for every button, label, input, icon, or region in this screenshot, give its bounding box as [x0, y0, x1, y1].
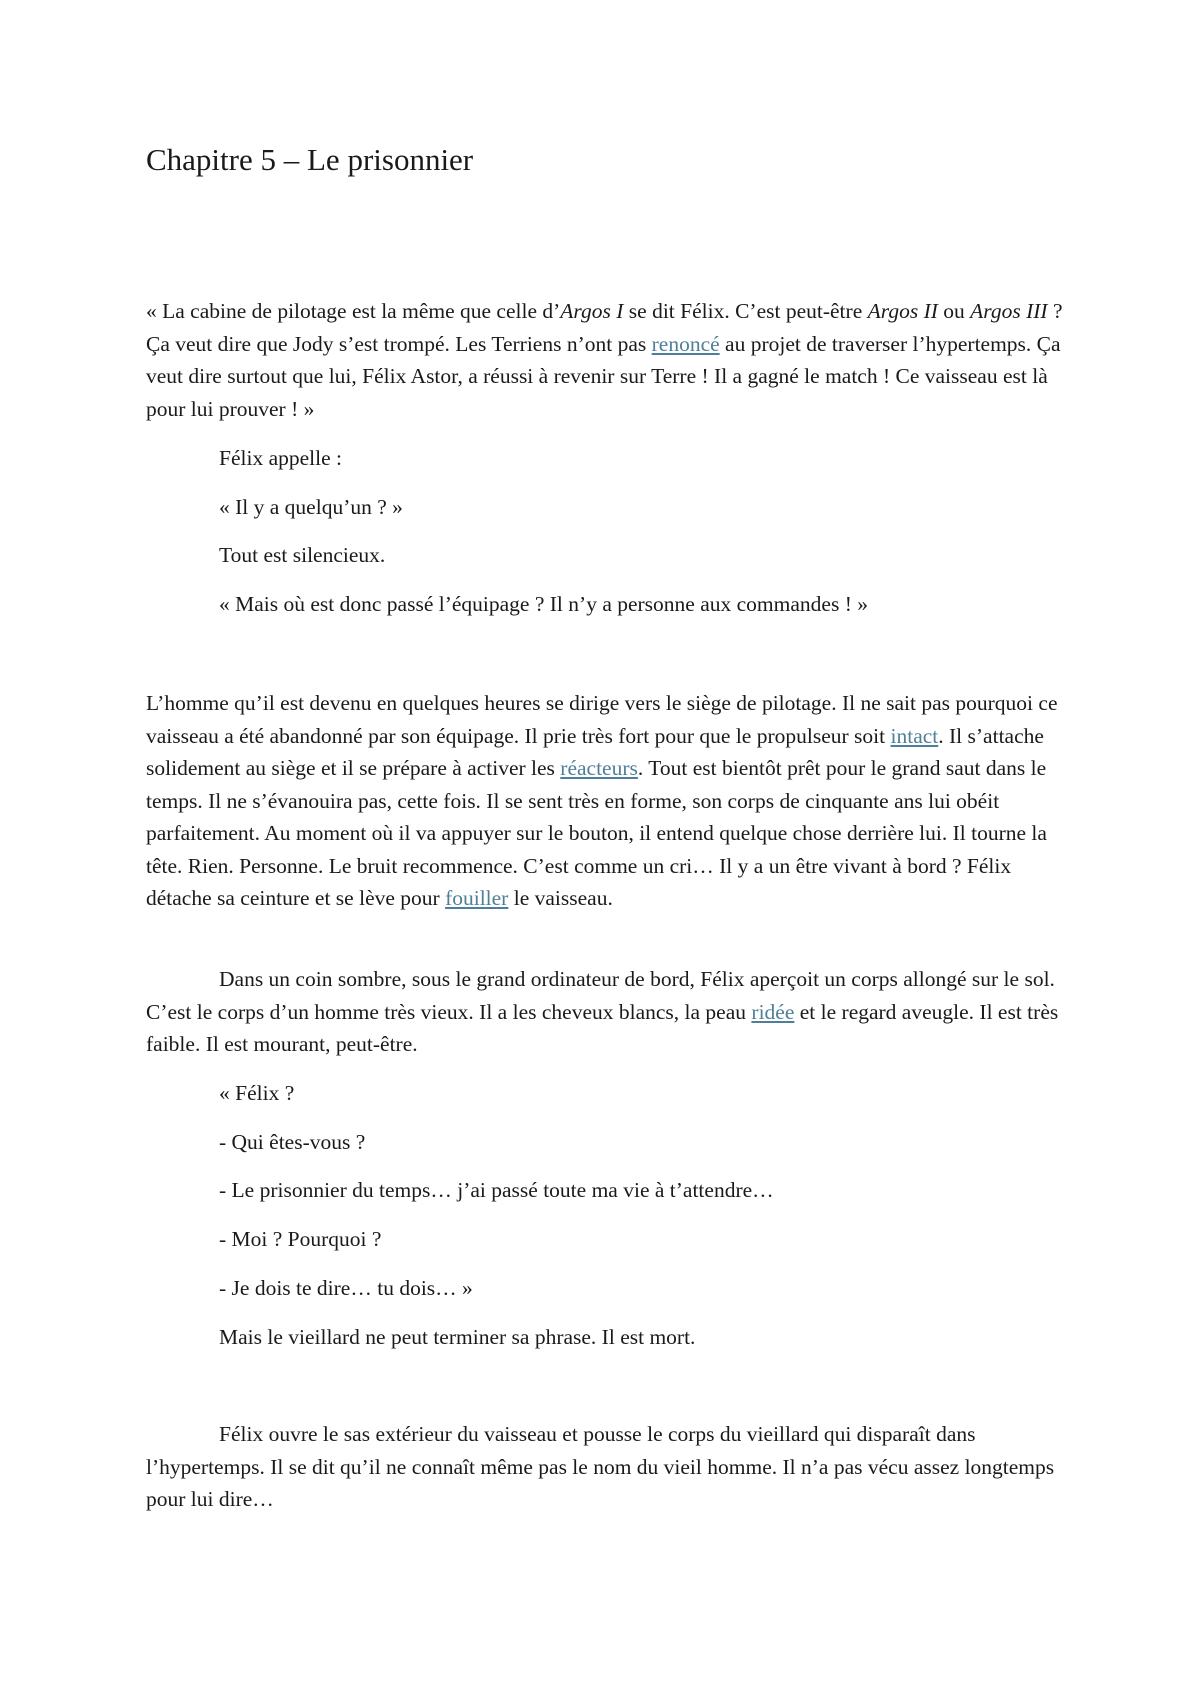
dialogue-line: - Moi ? Pourquoi ? — [219, 1227, 382, 1251]
argos-3-title: Argos III — [970, 299, 1048, 323]
dialogue-line: « Félix ? — [219, 1081, 295, 1105]
chapter-title: Chapitre 5 – Le prisonnier — [146, 142, 474, 177]
link-reacteurs[interactable]: réacteurs — [560, 756, 638, 780]
argos-2-title: Argos II — [867, 299, 938, 323]
paragraph-3: Dans un coin sombre, sous le grand ordinateur de bord, Félix aperçoit un corps allongé sur le sol. C’est le corps d’un homme très vieux. Il a les cheveux blancs, la peau ridée et le regard aveugle. Il est très faible. Il est mourant, peut-être. — [146, 967, 1059, 1056]
dialogue-line: - Le prisonnier du temps… j’ai passé toute ma vie à t’attendre… — [219, 1178, 774, 1202]
paragraph-2: L’homme qu’il est devenu en quelques heures se dirige vers le siège de pilotage. Il ne sait pas pourquoi ce vaisseau a été abandonné par son équipage. Il prie très fort pour que le propulseur soit intact. Il s’attache solidement au siège et il se prépare à activer les réacteurs. Tout est bientôt prêt pour le grand saut dans le temps. Il ne s’évanouira pas, cette fois. Il se sent très en forme, son corps de cinquante ans lui obéit parfaitement. Au moment où il va appuyer sur le bouton, il entend quelque chose derrière lui. Il tourne la tête. Rien. Personne. Le bruit recommence. C’est comme un cri… Il y a un être vivant à bord ? Félix détache sa ceinture et se lève pour fouiller le vaisseau. — [146, 691, 1058, 910]
dialogue-line: Mais le vieillard ne peut terminer sa phrase. Il est mort. — [219, 1325, 696, 1349]
argos-1-title: Argos I — [560, 299, 624, 323]
dialogue-line: - Je dois te dire… tu dois… » — [219, 1276, 473, 1300]
dialogue-line: - Qui êtes-vous ? — [219, 1130, 366, 1154]
dialogue-line: Félix appelle : — [219, 446, 342, 470]
link-intact[interactable]: intact — [890, 723, 939, 748]
link-ridee[interactable]: ridée — [751, 999, 795, 1024]
paragraph-1: « La cabine de pilotage est la même que celle d’Argos I se dit Félix. C’est peut-être Argos II ou Argos III ? Ça veut dire que Jody s’est trompé. Les Terriens n’ont pas renoncé au projet de traverser l’hypertemps. Ça veut dire surtout que lui, Félix Astor, a réussi à revenir sur Terre ! Il a gagné le match ! Ce vaisseau est là pour lui prouver ! » — [146, 299, 1063, 421]
link-fouiller[interactable]: fouiller — [445, 886, 509, 910]
dialogue-line: « Il y a quelqu’un ? » — [219, 495, 403, 519]
link-renonce[interactable]: renoncé — [651, 331, 720, 356]
dialogue-line: Tout est silencieux. — [219, 543, 386, 567]
paragraph-4: Félix ouvre le sas extérieur du vaisseau et pousse le corps du vieillard qui disparaît dans l’hypertemps. Il se dit qu’il ne connaît même pas le nom du vieil homme. Il n’a pas vécu assez longtemps pour lui dire… — [146, 1422, 1055, 1511]
dialogue-line: « Mais où est donc passé l’équipage ? Il n’y a personne aux commandes ! » — [219, 592, 868, 616]
